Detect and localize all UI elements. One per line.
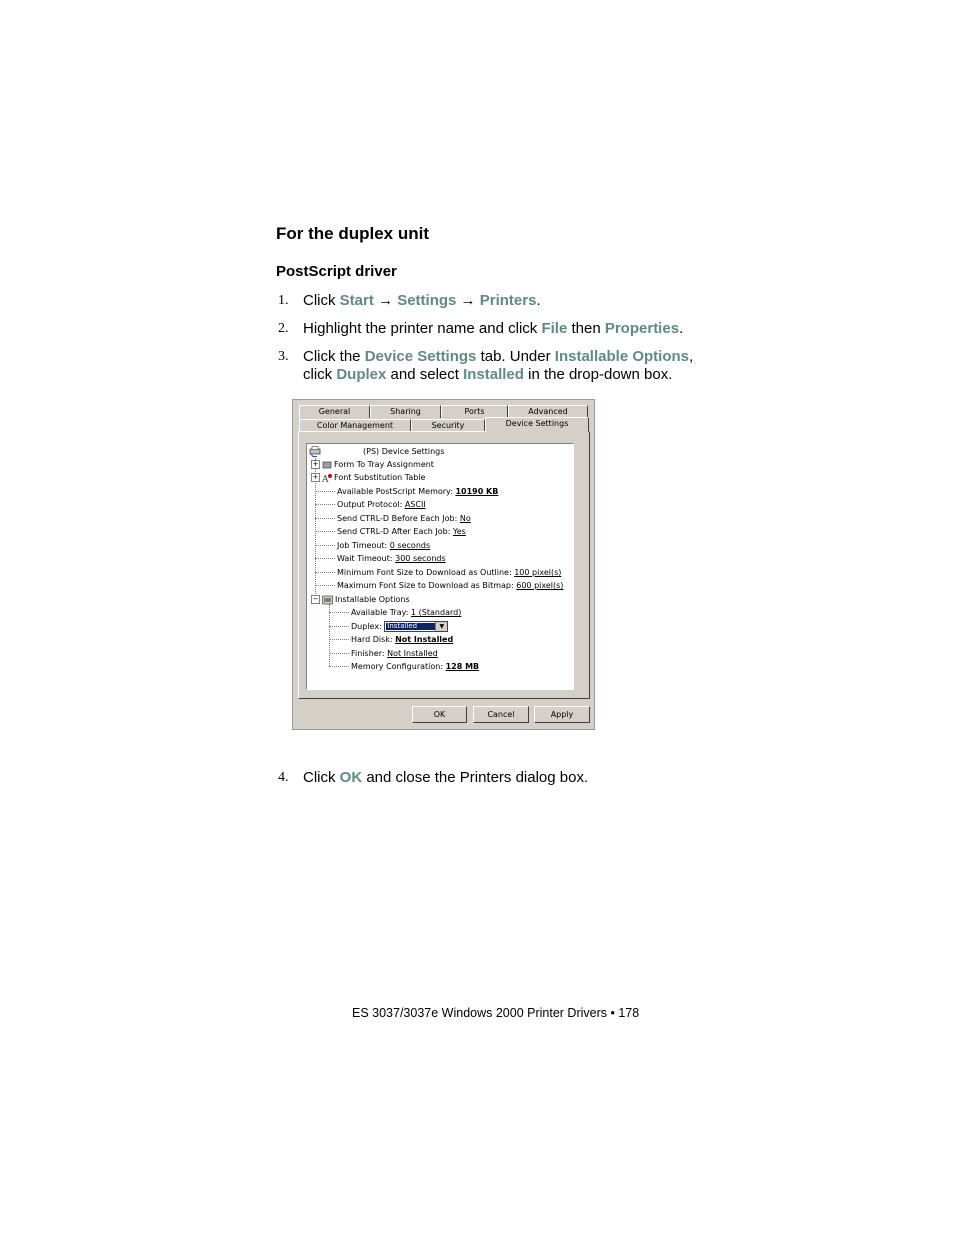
setting-value[interactable]: 128 MB	[445, 662, 480, 671]
setting-value[interactable]: Not Installed	[387, 649, 438, 658]
tab-ports[interactable]: Ports	[441, 405, 508, 418]
setting-label: Send CTRL-D Before Each Job:	[337, 514, 460, 523]
printer-properties-dialog	[292, 399, 595, 730]
tree-form-to-tray[interactable]	[311, 458, 434, 471]
setting-label: Available PostScript Memory:	[337, 487, 456, 496]
tab-general[interactable]: General	[299, 405, 370, 418]
step-text: then	[567, 320, 605, 337]
setting-value[interactable]: 100 pixel(s)	[514, 568, 562, 577]
collapse-minus-icon[interactable]: −	[312, 595, 319, 603]
tree-font-substitution[interactable]	[311, 471, 425, 484]
tree-item[interactable]	[315, 498, 426, 511]
tree-item[interactable]	[315, 579, 563, 592]
setting-label: Minimum Font Size to Download as Outline:	[337, 568, 515, 577]
setting-value[interactable]: ASCII	[404, 500, 426, 509]
tree-installable-options[interactable]	[311, 593, 410, 606]
step-text: click	[303, 366, 337, 383]
setting-label: Job Timeout:	[337, 541, 390, 550]
tab-security[interactable]: Security	[411, 419, 485, 432]
step-text: and select	[386, 366, 464, 383]
arrow-text: →	[373, 292, 398, 309]
cancel-button[interactable]: Cancel	[473, 706, 529, 723]
step-text: ,	[688, 348, 694, 365]
duplex-selected-value: Installed	[386, 623, 436, 630]
keyword-file: File	[541, 320, 568, 337]
expand-plus-icon[interactable]: +	[312, 460, 319, 468]
tree-root-label: (PS) Device Settings	[363, 447, 445, 456]
ok-button[interactable]: OK	[412, 706, 467, 723]
step-text: .	[536, 292, 541, 309]
step-text: tab. Under	[476, 348, 555, 365]
tree-item-finisher[interactable]	[329, 647, 438, 660]
font-icon	[322, 473, 332, 483]
setting-value[interactable]: 600 pixel(s)	[516, 581, 564, 590]
setting-label: Hard Disk:	[351, 635, 396, 644]
section-title: For the duplex unit	[276, 224, 429, 243]
options-icon	[322, 595, 333, 605]
page-footer: ES 3037/3037e Windows 2000 Printer Drivers • 178	[352, 1006, 640, 1020]
tab-advanced[interactable]: Advanced	[508, 405, 588, 418]
tree-item[interactable]	[315, 539, 430, 552]
setting-value[interactable]: Yes	[452, 527, 466, 536]
keyword-start: Start	[339, 292, 374, 309]
tree-item-available-tray[interactable]	[329, 606, 461, 619]
tree-label: Form To Tray Assignment	[334, 460, 434, 469]
keyword-installed: Installed	[463, 366, 524, 383]
step-number: 2.	[278, 321, 289, 336]
setting-value[interactable]: 1 (Standard)	[411, 608, 462, 617]
setting-label: Finisher:	[351, 649, 388, 658]
tree-item[interactable]	[315, 525, 466, 538]
expand-plus-icon[interactable]: +	[312, 473, 319, 481]
setting-label: Maximum Font Size to Download as Bitmap:	[337, 581, 517, 590]
tree-root[interactable]	[309, 445, 444, 458]
chevron-down-icon[interactable]: ▼	[435, 622, 447, 631]
tree-item[interactable]	[315, 485, 498, 498]
step-text: .	[679, 320, 684, 337]
device-settings-tree[interactable]	[306, 443, 574, 690]
apply-button[interactable]: Apply	[534, 706, 590, 723]
setting-label: Output Protocol:	[337, 500, 405, 509]
keyword-printers: Printers	[479, 292, 537, 309]
tree-item[interactable]	[315, 552, 446, 565]
setting-value[interactable]: Not Installed	[395, 635, 454, 644]
setting-value[interactable]: 300 seconds	[395, 554, 446, 563]
step-text: and close the Printers dialog box.	[362, 769, 589, 786]
setting-value[interactable]: No	[459, 514, 471, 523]
setting-label: Send CTRL-D After Each Job:	[337, 527, 453, 536]
step-text: Click the	[303, 348, 365, 365]
tab-sharing[interactable]: Sharing	[370, 405, 441, 418]
setting-value[interactable]: 0 seconds	[389, 541, 431, 550]
step-number: 1.	[278, 293, 289, 308]
setting-label: Duplex:	[351, 622, 385, 631]
duplex-dropdown[interactable]	[384, 621, 448, 632]
step-number: 3.	[278, 349, 289, 364]
tab-color-management[interactable]: Color Management	[299, 419, 411, 432]
step-text: Click	[303, 292, 340, 309]
keyword-device-settings: Device Settings	[364, 348, 477, 365]
keyword-settings: Settings	[397, 292, 457, 309]
svg-text:A: A	[322, 474, 329, 483]
setting-label: Available Tray:	[351, 608, 412, 617]
tree-item-duplex[interactable]	[329, 620, 448, 633]
subsection-title: PostScript driver	[276, 263, 397, 280]
tree-item-memory[interactable]	[329, 660, 479, 673]
step-text: Highlight the printer name and click	[303, 320, 542, 337]
setting-label: Wait Timeout:	[337, 554, 396, 563]
tree-item-hard-disk[interactable]	[329, 633, 453, 646]
step-text: in the drop-down box.	[523, 366, 673, 383]
keyword-ok: OK	[339, 769, 363, 786]
setting-label: Memory Configuration:	[351, 662, 446, 671]
tree-label: Font Substitution Table	[334, 473, 426, 482]
tab-device-settings[interactable]: Device Settings	[485, 417, 589, 432]
printer-settings-icon	[309, 446, 321, 457]
tray-icon	[322, 460, 332, 470]
step-number: 4.	[278, 770, 289, 785]
tree-item[interactable]	[315, 512, 471, 525]
setting-value[interactable]: 10190 KB	[455, 487, 499, 496]
tree-item[interactable]	[315, 566, 561, 579]
keyword-duplex: Duplex	[336, 366, 387, 383]
keyword-properties: Properties	[604, 320, 680, 337]
keyword-installable-options: Installable Options	[554, 348, 689, 365]
arrow-text: →	[456, 292, 480, 309]
step-text: Click	[303, 769, 340, 786]
tree-label: Installable Options	[335, 595, 410, 604]
